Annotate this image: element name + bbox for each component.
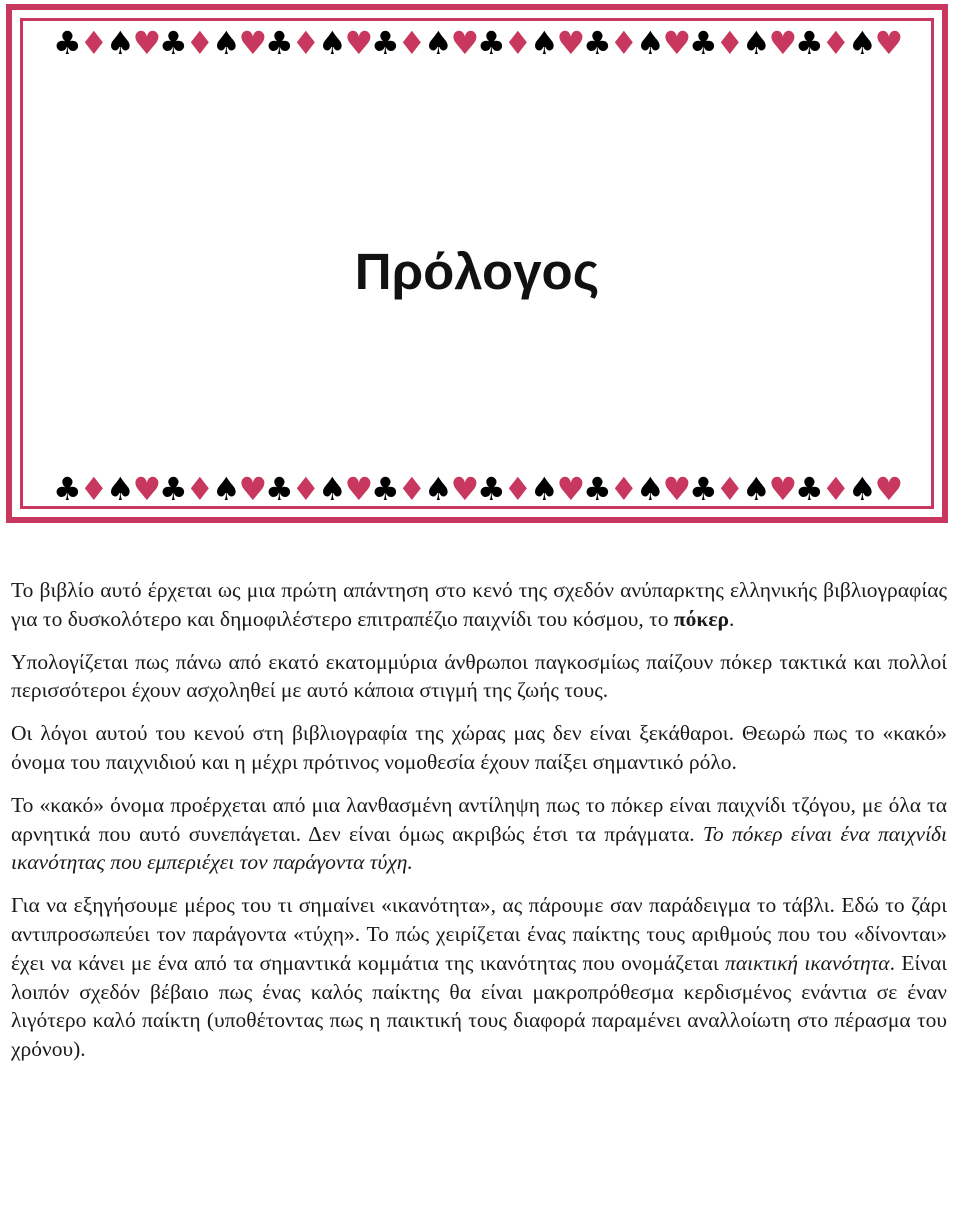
diamond-icon: ♦ [291,470,321,508]
club-icon: ♣ [265,24,294,62]
heart-icon: ♥ [450,24,480,62]
club-icon: ♣ [371,470,400,508]
spade-icon: ♠ [212,470,241,508]
club-icon: ♣ [583,24,612,62]
diamond-icon: ♦ [397,24,427,62]
club-icon: ♣ [795,470,824,508]
diamond-icon: ♦ [821,470,851,508]
paragraph-text: Υπολογίζεται πως πάνω από εκατό εκατομμύρια άνθρωποι παγκοσμίως παίζουν πόκερ τακτικά και πολλοί περισσότεροι έχουν ασχοληθεί με αυτό κάποια στιγμή της ζωής τους. [11,649,947,703]
spade-icon: ♠ [318,24,347,62]
diamond-icon: ♦ [185,470,215,508]
diamond-icon: ♦ [609,470,639,508]
heart-icon: ♥ [132,470,162,508]
suit-border-bottom [12,469,942,509]
paragraph-text: Για να εξηγήσουμε μέρος του τι σημαίνει «ικανότητα», ας πάρουμε σαν παράδειγμα το τάβλι. Εδώ το ζάρι αντιπροσωπεύει τον παράγοντα «τύχη». Το πώς χειρίζεται ένας παίκτης τους αριθμούς που του «δίνονται» έχει να κάνει με ένα από τα σημαντικά κομμάτια της ικανότητας που ονομάζεται [11,893,947,975]
diamond-icon: ♦ [503,24,533,62]
club-icon: ♣ [477,470,506,508]
spade-icon: ♠ [318,470,347,508]
club-icon: ♣ [689,470,718,508]
club-icon: ♣ [583,470,612,508]
spade-icon: ♠ [848,24,877,62]
heart-icon: ♥ [556,470,586,508]
paragraph [11,576,947,634]
paragraph [11,719,947,777]
spade-icon: ♠ [742,24,771,62]
diamond-icon: ♦ [821,24,851,62]
italic-text: Το πόκερ είναι ένα παιχνίδι ικανότητας που εμπεριέχει τον παράγοντα τύχη. [11,821,948,875]
club-icon: ♣ [265,470,294,508]
suit-border-top [12,23,942,63]
paragraph [11,891,947,1064]
club-icon: ♣ [53,470,82,508]
paragraph-text: Το βιβλίο αυτό έρχεται ως μια πρώτη απάντηση στο κενό της σχεδόν ανύπαρκτης ελληνικής βιβλιογραφίας για το δυσκολότερο και δημοφιλέστερο επιτραπέζιο παιχνίδι του κόσμου, το [11,578,947,631]
heart-icon: ♥ [556,24,586,62]
spade-icon: ♠ [212,24,241,62]
bold-text: πόκερ [673,606,730,631]
heart-icon: ♥ [238,24,268,62]
diamond-icon: ♦ [291,24,321,62]
club-icon: ♣ [53,24,82,62]
spade-icon: ♠ [636,24,665,62]
diamond-icon: ♦ [715,470,745,508]
paragraph-text: . [729,606,735,631]
prologue-body [11,576,947,1078]
italic-text: παικτική ικανότητα [725,950,890,975]
spade-icon: ♠ [742,470,771,508]
heart-icon: ♥ [768,470,798,508]
heart-icon: ♥ [662,470,692,508]
club-icon: ♣ [159,24,188,62]
spade-icon: ♠ [424,24,453,62]
paragraph-text: Οι λόγοι αυτού του κενού στη βιβλιογραφία της χώρας μας δεν είναι ξεκάθαροι. Θεωρώ πως το «κακό» όνομα του παιχνιδιού και η μέχρι πρότινος νομοθεσία έχουν παίξει σημαντικό ρόλο. [11,721,947,774]
diamond-icon: ♦ [185,24,215,62]
title-frame [6,4,948,523]
spade-icon: ♠ [424,470,453,508]
club-icon: ♣ [371,24,400,62]
heart-icon: ♥ [132,24,162,62]
paragraph [11,791,947,877]
diamond-icon: ♦ [715,24,745,62]
diamond-icon: ♦ [397,470,427,508]
spade-icon: ♠ [636,470,665,508]
diamond-icon: ♦ [79,24,109,62]
heart-icon: ♥ [874,470,904,508]
heart-icon: ♥ [344,470,374,508]
diamond-icon: ♦ [503,470,533,508]
spade-icon: ♠ [530,24,559,62]
heart-icon: ♥ [874,24,904,62]
paragraph [11,648,947,706]
heart-icon: ♥ [662,24,692,62]
heart-icon: ♥ [450,470,480,508]
club-icon: ♣ [159,470,188,508]
spade-icon: ♠ [848,470,877,508]
heart-icon: ♥ [768,24,798,62]
spade-icon: ♠ [106,470,135,508]
heart-icon: ♥ [344,24,374,62]
page-title: Πρόλογος [354,243,600,300]
diamond-icon: ♦ [79,470,109,508]
spade-icon: ♠ [106,24,135,62]
paragraph-text: Το «κακό» όνομα προέρχεται από μια λανθασμένη αντίληψη πως το πόκερ είναι παιχνίδι τζόγου, με όλα τα αρνητικά που αυτό συνεπάγεται. Δεν είναι όμως ακριβώς έτσι τα πράγματα. [11,792,947,846]
heart-icon: ♥ [238,470,268,508]
club-icon: ♣ [477,24,506,62]
spade-icon: ♠ [530,470,559,508]
paragraph-text: . Είναι λοιπόν σχεδόν βέβαιο πως ένας καλός παίκτης θα είναι μακροπρόθεσμα κερδισμένος ενάντια σε έναν λιγότερο καλό παίκτη (υποθέτοντας πως η παικτική τους διαφορά παραμένει αναλλοίωτη στο πέρασμα του χρόνου). [11,950,948,1062]
club-icon: ♣ [795,24,824,62]
club-icon: ♣ [689,24,718,62]
diamond-icon: ♦ [609,24,639,62]
